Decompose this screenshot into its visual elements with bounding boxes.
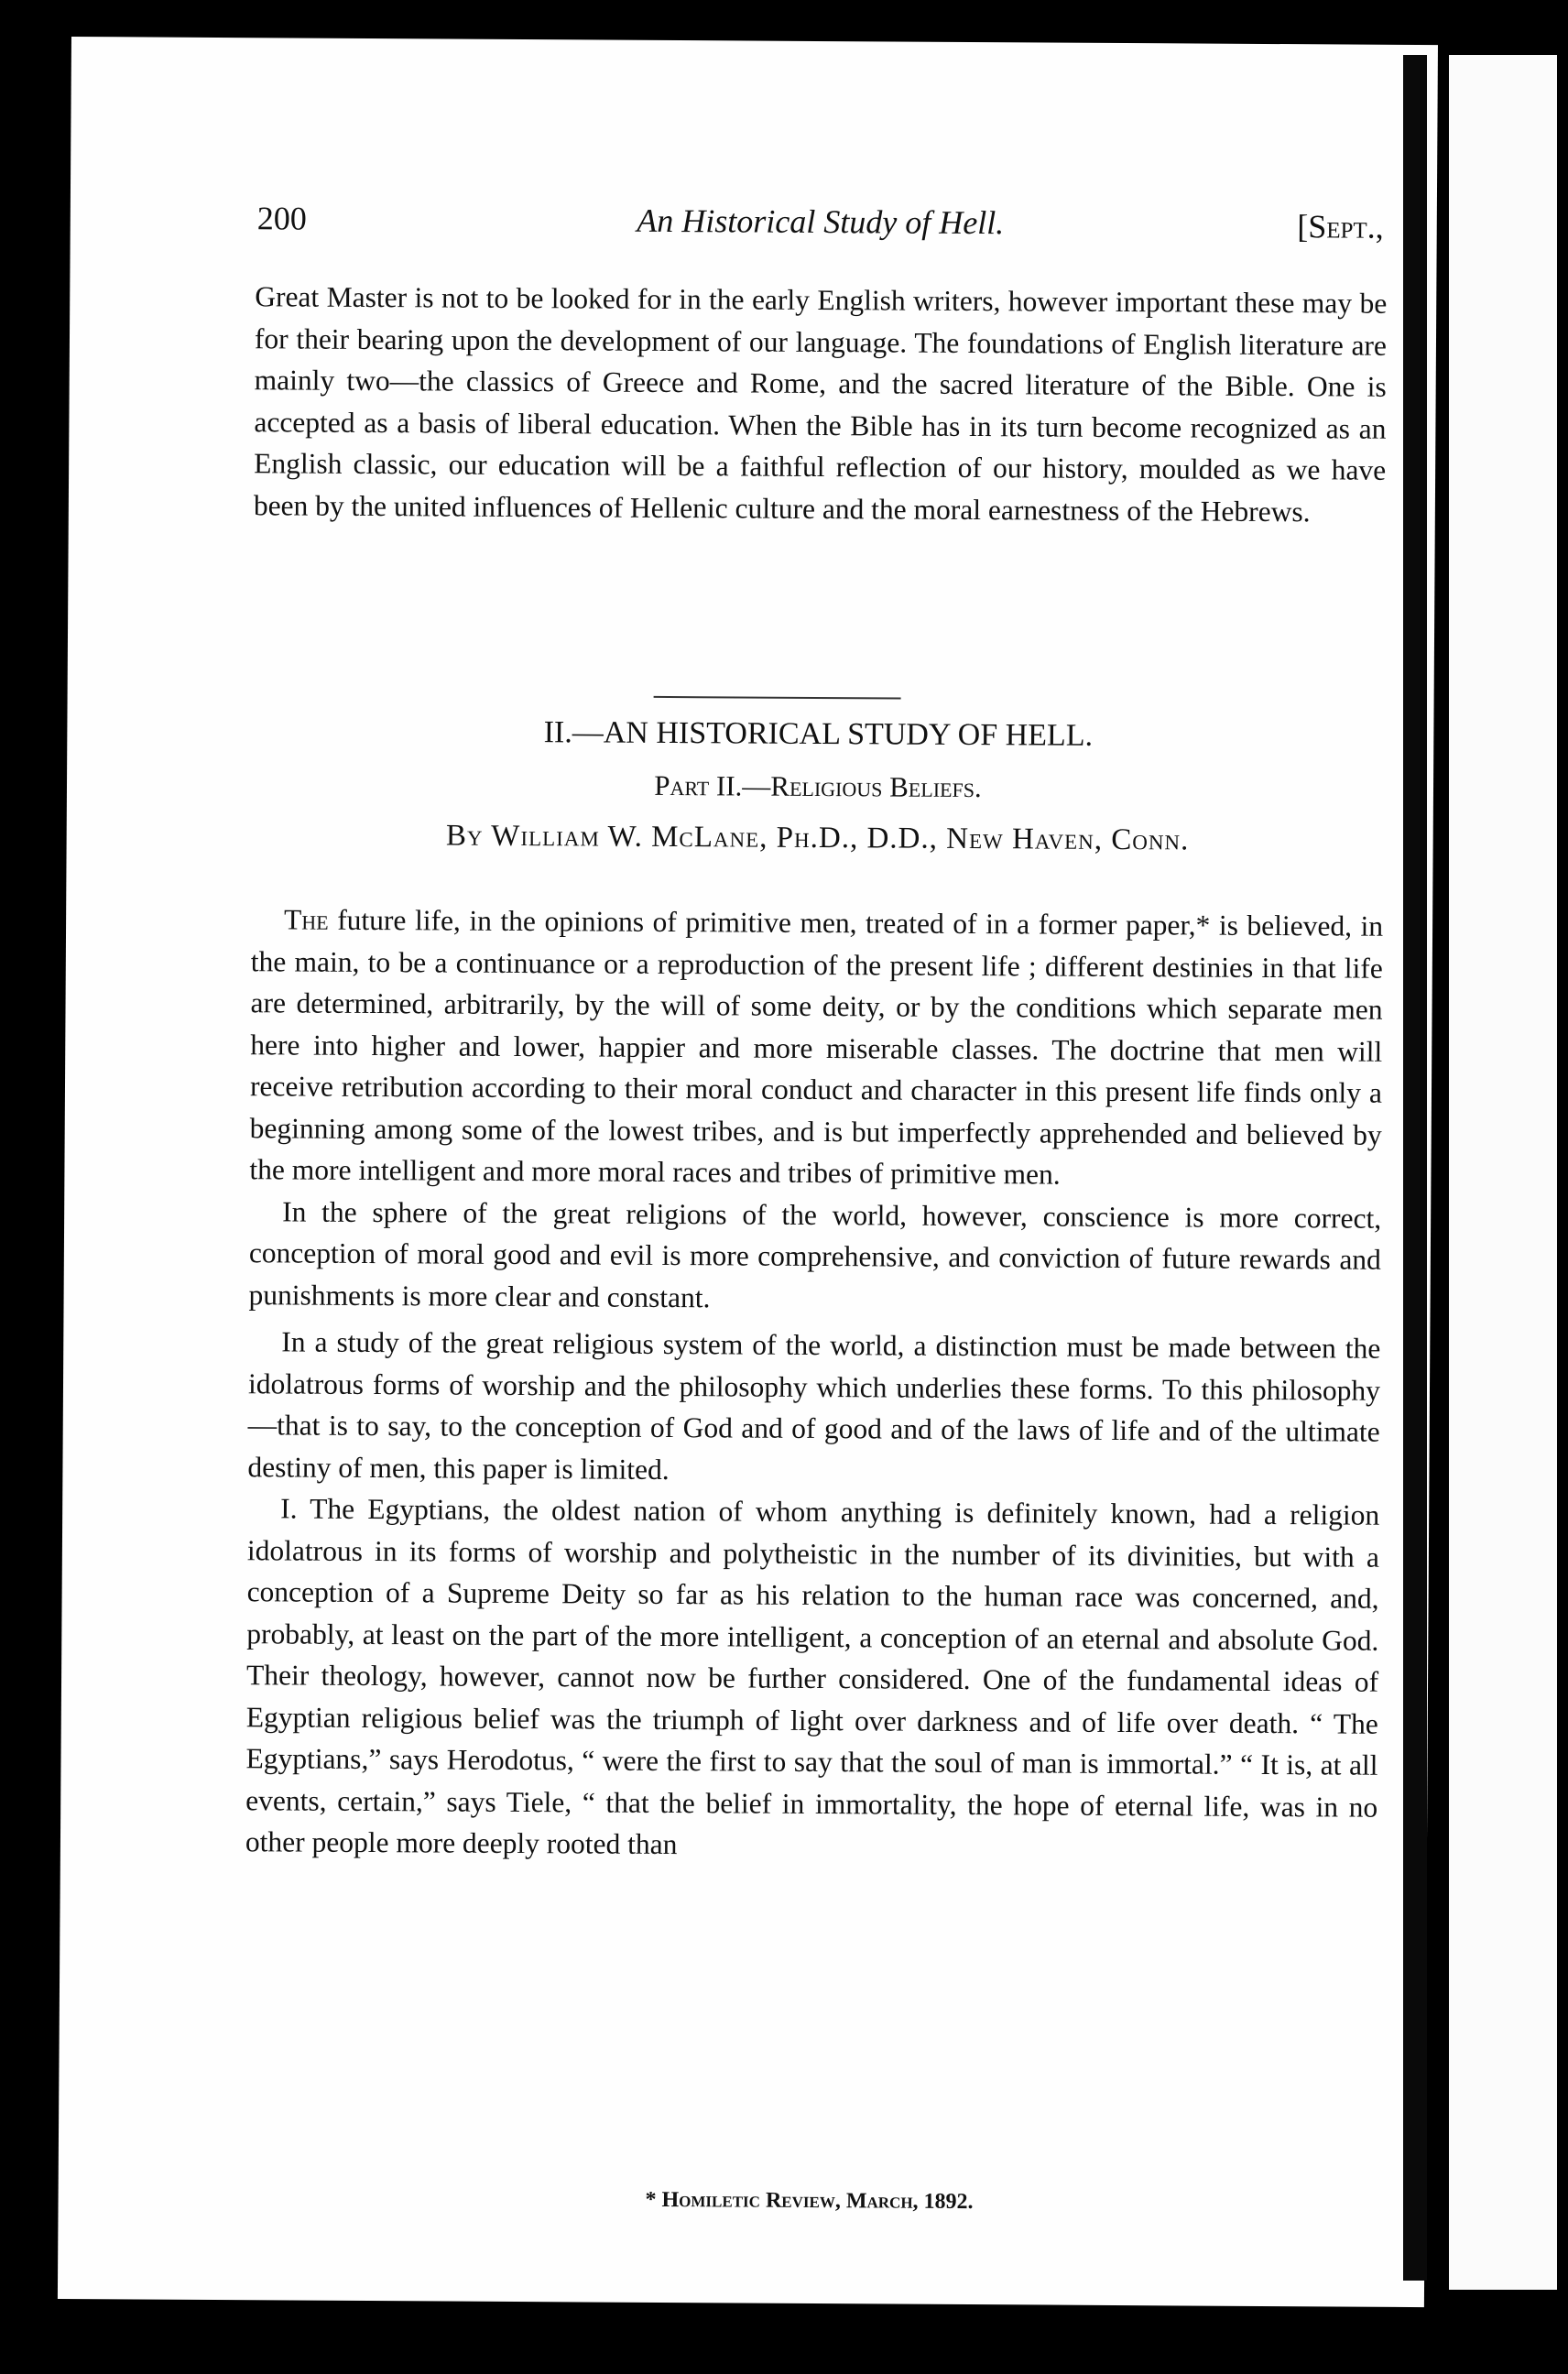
article-part: Part II.—Religious Beliefs. <box>654 768 982 804</box>
article-title: II.—AN HISTORICAL STUDY OF HELL. <box>543 715 1094 753</box>
book-page <box>58 37 1438 2307</box>
first-word: The <box>284 903 329 936</box>
paragraph-text: future life, in the opinions of primitive men, treated of in a former paper,* is believed, in the main, to be a continuance or a reproduction of the present life ; different destinies in that life are determined, arbitrarily, by the will of some deity, or by the conditions which separate men here into higher and lower, happier and more miserable classes. The doctrine that men will receive retribution according to their moral conduct and character in this present life finds only a beginning among some of the lowest tribes, and is but imperfectly apprehended and believed by the more intelligent and more moral races and tribes of primitive men. <box>249 903 1384 1191</box>
paragraph: In the sphere of the great religions of the world, however, conscience is more correct, conception of moral good and evil is more comprehensive, and conviction of future rewards and punishments is more clear and constant. <box>248 1194 1382 1313</box>
paragraph: I. The Egyptians, the oldest nation of whom anything is definitely known, had a religion idolatrous in its forms of worship and polytheistic in the number of its divinities, but with a conception of a Supreme Deity so far as his relation to the human race was concerned, and, probably, at least on the part of the more intelligent, a conception of an eternal and absolute God. Their theology, however, cannot now be further considered. One of the fundamental ideas of Egyptian religious belief was the triumph of light over darkness and of life over death. “ The Egyptians,” says Herodotus, “ were the first to say that the soul of man is immortal.” “ It is, at all events, certain,” says Tiele, “ that the belief in immortality, the hope of eternal life, was in no other people more deeply rooted than <box>245 1492 1380 1861</box>
running-title: An Historical Study of Hell. <box>637 201 1005 242</box>
article-body <box>245 898 1383 1869</box>
section-divider <box>654 696 901 700</box>
paragraph: In a study of the great religious system of the world, a distinction must be made between the idolatrous forms of worship and the philosophy which underlies these forms. To this philosophy—that is to say, to the conception of God and of good and of the laws of life and of the ultimate destiny of men, this paper is limited. <box>247 1325 1381 1486</box>
paragraph-text: Great Master is not to be looked for in the early English writers, however important these may be for their bearing upon the development of our language. The foundations of English literature are mainly two—the classics of Greece and Rome, and the sacred literature of the Bible. One is accepted as a basis of liberal education. When the Bible has in its turn become recognized as an English classic, our education will be a faithful reflection of our history, moulded as we have been by the united influences of Hellenic culture and the moral earnestness of the Hebrews. <box>253 280 1388 528</box>
continued-paragraph <box>254 276 1388 533</box>
running-head <box>257 193 1384 256</box>
footnote: * Homiletic Review, March, 1892. <box>645 2187 974 2215</box>
page-number: 200 <box>256 200 307 237</box>
paragraph <box>249 898 1383 1197</box>
article-byline: By William W. McLane, Ph.D., D.D., New Haven, Conn. <box>445 819 1190 857</box>
page-shadow-edge <box>1403 55 1427 2281</box>
next-page-edge <box>1449 55 1557 2290</box>
running-date: [Sept., <box>1297 208 1384 245</box>
